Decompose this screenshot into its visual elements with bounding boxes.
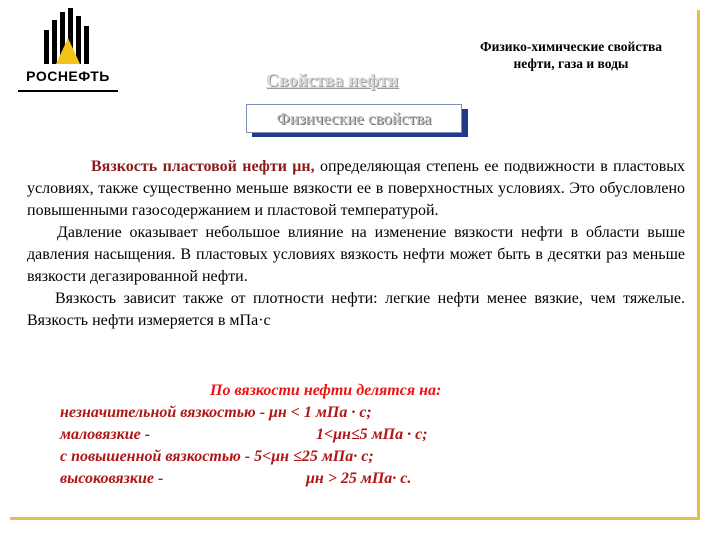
- body-text: [27, 156, 685, 332]
- paragraph-pressure: [27, 222, 685, 288]
- subsection-label-box: Физические свойства: [246, 104, 462, 133]
- classification-item: [60, 446, 374, 468]
- section-title: Свойства нефти: [266, 70, 399, 90]
- rosneft-logo-icon: [42, 8, 94, 64]
- classification-label: с повышенной вязкостью - 5<μн ≤25 мПа· с;: [60, 448, 374, 465]
- header-note-line2: нефти, газа и воды: [513, 56, 629, 71]
- frame-bottom-border: [10, 517, 700, 520]
- frame-right-border: [697, 10, 700, 520]
- classification-item: [60, 402, 372, 424]
- classification-label: маловязкие -: [60, 426, 151, 443]
- paragraph-3-text: Вязкость зависит также от плотности нефти: легкие нефти менее вязкие, чем тяжелые. Вязкость нефти измеряется в мПа·с: [27, 290, 685, 329]
- classification-item: [60, 424, 428, 446]
- classification-item: [60, 468, 412, 490]
- paragraph-density: [27, 288, 685, 332]
- classification-title: По вязкости нефти делятся на:: [210, 382, 442, 399]
- classification-label: незначительной вязкостью - μн < 1 мПа · с;: [60, 404, 372, 421]
- paragraph-viscosity: [27, 156, 685, 222]
- logo-text: РОСНЕФТЬ: [26, 68, 110, 84]
- header-note-line1: Физико-химические свойства: [480, 39, 662, 54]
- classification-label: высоковязкие -: [60, 470, 164, 487]
- viscosity-term: Вязкость пластовой нефти μн,: [91, 158, 315, 175]
- logo-underline: [18, 90, 118, 92]
- paragraph-2-text: Давление оказывает небольшое влияние на изменение вязкости нефти в области выше давления насыщения. В пластовых условиях вязкость нефти может быть в десятки раз меньше вязкости дегазированной нефти.: [27, 224, 685, 285]
- company-logo: [18, 8, 118, 88]
- classification-value: μн > 25 мПа· с.: [306, 470, 412, 487]
- header-note: [430, 38, 712, 72]
- classification-value: 1<μн≤5 мПа · с;: [316, 426, 428, 443]
- paragraph-1-text: определяющая степень ее подвижности в пластовых условиях, также существенно меньше вязкости ее в поверхностных условиях. Это обусловлено повышенными газосодержанием и пластовой температурой.: [27, 158, 686, 219]
